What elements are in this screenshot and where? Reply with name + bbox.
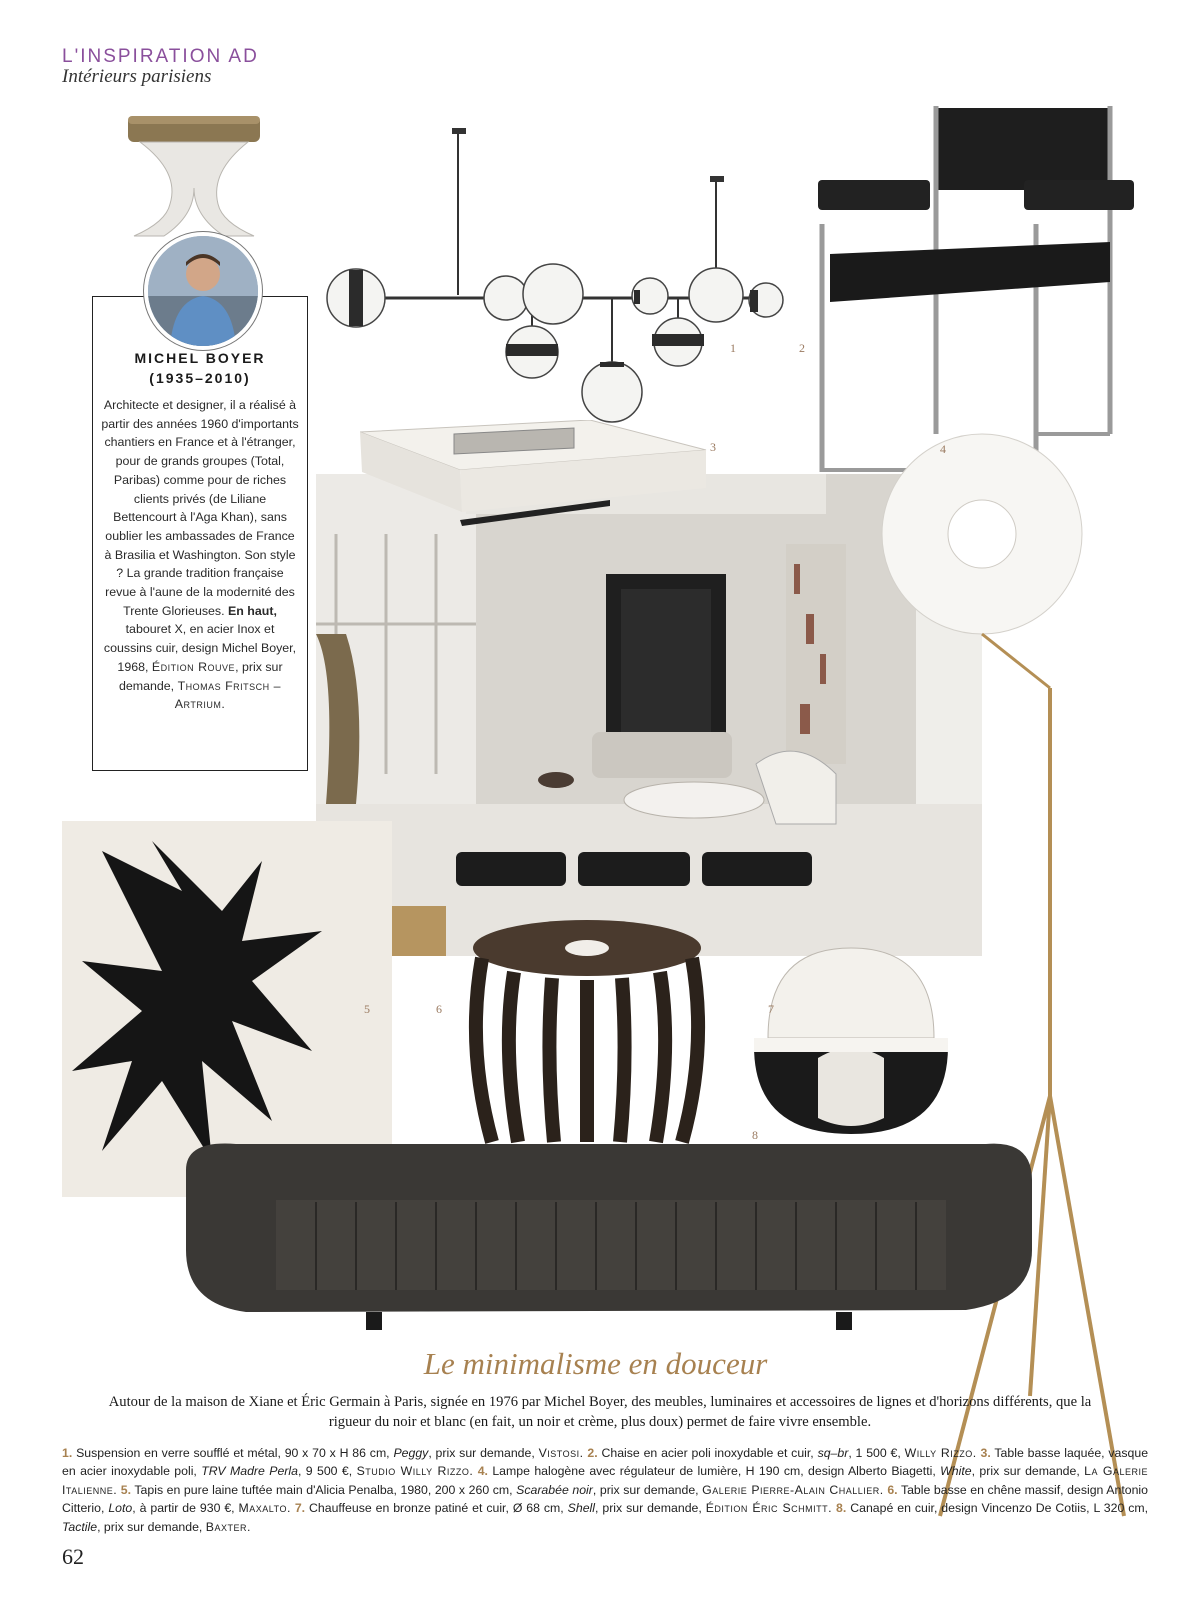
caption-edition: Édition Rouve	[151, 659, 236, 674]
credit-brand: Galerie Pierre-Alain Challier.	[702, 1482, 884, 1497]
credit-number: 6.	[887, 1482, 898, 1497]
sofa-image	[186, 1140, 1032, 1340]
caption-price: , prix sur demande,	[119, 659, 283, 693]
credit-number: 8.	[836, 1501, 847, 1516]
suspension-lamp-image	[316, 120, 786, 430]
credit-price: , 1 500 €,	[848, 1446, 901, 1460]
credit-number: 3.	[980, 1446, 991, 1460]
item-number-4: 4	[940, 442, 946, 456]
article-intro: Autour de la maison de Xiane et Éric Germain à Paris, signée en 1976 par Michel Boyer, des meubles, luminaires et accessoires de lignes et d'horizons différents, que la rigueur du noir et blanc (en fait, un noir et crème, plus doux) permet de faire vivre ensemble.	[108, 1394, 1092, 1430]
credit-number: 7.	[294, 1501, 306, 1516]
item-number-5: 5	[364, 1002, 370, 1016]
credit-price: , à partir de 930 €,	[132, 1501, 235, 1516]
credit-product-name: White	[940, 1464, 972, 1479]
item-number-8: 8	[752, 1128, 758, 1142]
designer-dates: (1935–2010)	[149, 370, 251, 386]
designer-heading	[93, 348, 307, 388]
caption-lead: En haut,	[228, 603, 277, 618]
credit-number: 1.	[62, 1446, 73, 1460]
shell-chair-image	[748, 938, 954, 1138]
credit-number: 5.	[120, 1482, 132, 1497]
product-credits	[62, 1444, 1148, 1536]
credit-number: 4.	[477, 1464, 488, 1479]
designer-bio: Architecte et designer, il a réalisé à partir des années 1960 d'importants chantiers en France et à l'étranger, pour de grands groupes (Total, Paribas) comme pour de riches clients privés (de Liliane Bettencourt à l'Aga Khan), sans oublier les ambassades de France à Brasilia et Washington. Son style ? La grande tradition française revue à l'aune de la modernité des Trente Glorieuses.	[101, 398, 299, 618]
credit-price: , prix sur demande,	[595, 1501, 702, 1516]
credit-brand: Édition Éric Schmitt.	[705, 1501, 833, 1516]
item-number-3: 3	[710, 440, 716, 454]
article-headline: Le minimalisme en douceur	[423, 1346, 768, 1381]
credit-brand: Baxter.	[205, 1519, 251, 1534]
caption-text: tabouret X, en acier Inox et coussins cuir, design Michel Boyer, 1968,	[103, 622, 297, 674]
credit-price: , prix sur demande,	[592, 1482, 699, 1497]
credit-price: , prix sur demande,	[428, 1446, 535, 1460]
credit-brand: Studio Willy Rizzo.	[356, 1464, 474, 1479]
credit-product-name: Tactile	[62, 1519, 98, 1534]
page-number: 62	[62, 1544, 84, 1569]
credit-price: , prix sur demande,	[971, 1464, 1080, 1479]
stool-x-image	[106, 112, 280, 240]
designer-card	[92, 296, 308, 771]
credit-text: Canapé en cuir, design Vincenzo De Cotiis, L 320 cm,	[850, 1501, 1149, 1516]
credit-item	[121, 1483, 884, 1497]
item-number-7: 7	[768, 1002, 774, 1016]
credit-price: , prix sur demande,	[97, 1519, 203, 1534]
credit-product-name: Scarabée noir	[516, 1482, 593, 1497]
credit-price: , 9 500 €,	[297, 1464, 353, 1479]
credit-product-name: Peggy	[393, 1446, 429, 1460]
credit-product-name: Shell	[567, 1501, 596, 1516]
credit-number: 2.	[587, 1446, 598, 1460]
credit-text: Lampe halogène avec régulateur de lumière, H 190 cm, design Alberto Biagetti,	[492, 1464, 936, 1479]
credit-text: Table basse laquée, vasque en acier inoxydable poli,	[62, 1446, 1149, 1479]
item-number-1: 1	[730, 341, 736, 355]
section-kicker: L'INSPIRATION AD	[62, 46, 259, 67]
credit-brand: La Galerie Italienne.	[62, 1464, 1148, 1497]
credit-product-name: sq–br	[817, 1446, 849, 1460]
credit-text: Suspension en verre soufflé et métal, 90 x 70 x H 86 cm,	[76, 1446, 390, 1460]
credit-text: Chaise en acier poli inoxydable et cuir,	[601, 1446, 814, 1460]
credit-item	[62, 1446, 584, 1460]
credit-brand: Willy Rizzo.	[904, 1446, 977, 1460]
credit-text: Table basse en chêne massif, design Antonio Citterio,	[62, 1482, 1148, 1516]
designer-bio-block	[101, 396, 299, 714]
coffee-table-image	[360, 420, 710, 530]
credit-text: Chauffeuse en bronze patiné et cuir, Ø 68 cm,	[309, 1501, 564, 1516]
item-number-6: 6	[436, 1002, 442, 1016]
credit-brand: Maxalto.	[238, 1501, 291, 1516]
credit-product-name: Loto	[108, 1501, 133, 1516]
designer-portrait	[144, 232, 262, 350]
item-number-2: 2	[799, 341, 805, 355]
credit-item	[295, 1501, 832, 1515]
caption-photo-credit: Thomas Fritsch – Artrium.	[174, 678, 281, 712]
credit-brand: Vistosi.	[538, 1446, 584, 1460]
credit-text: Tapis en pure laine tuftée main d'Alicia Penalba, 1980, 200 x 260 cm,	[134, 1482, 513, 1497]
section-subtitle: Intérieurs parisiens	[62, 66, 212, 87]
credit-product-name: TRV Madre Perla	[201, 1464, 298, 1479]
credit-item	[587, 1446, 976, 1460]
wooden-table-image	[462, 918, 712, 1144]
designer-name: MICHEL BOYER	[134, 350, 266, 366]
